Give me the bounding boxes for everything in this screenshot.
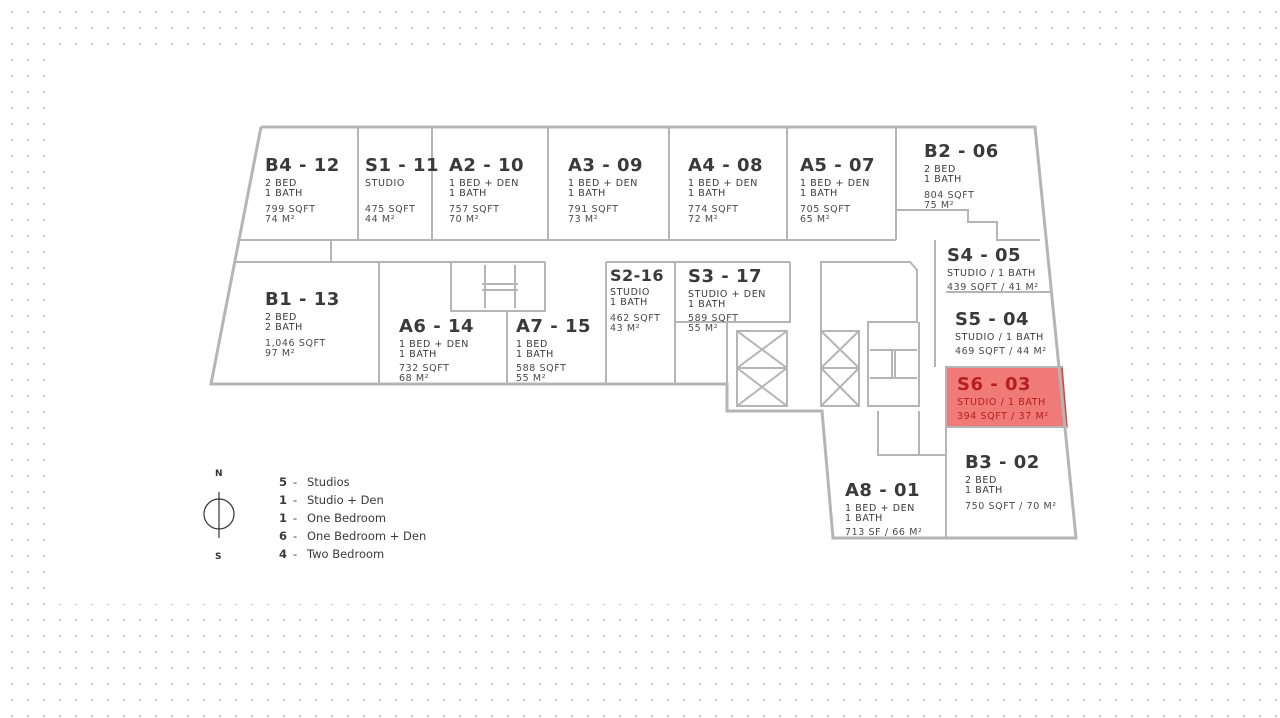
unit-bed: 1 BED + DEN [399, 339, 469, 350]
legend-sep: - [293, 547, 298, 561]
unit-bath: 1 BATH [449, 188, 487, 199]
unit-bed: 2 BED [265, 178, 297, 189]
unit-s2[interactable] [610, 268, 664, 334]
unit-bath: 1 BATH [924, 174, 962, 185]
unit-name: A5 - 07 [800, 155, 876, 176]
unit-name: S2-16 [610, 266, 665, 285]
unit-sqft: 462 SQFT [610, 313, 661, 324]
unit-name: A2 - 10 [449, 155, 525, 176]
unit-name: S4 - 05 [947, 245, 1022, 266]
unit-name: A3 - 09 [568, 155, 644, 176]
unit-sqm: 97 M² [265, 348, 296, 359]
unit-sqft: 589 SQFT [688, 313, 739, 324]
unit-sqm: 72 M² [688, 214, 719, 225]
unit-s6[interactable] [957, 376, 1049, 422]
unit-bed: 1 BED [516, 339, 548, 350]
unit-bed: 1 BED + DEN [688, 178, 758, 189]
legend-row [279, 491, 426, 509]
unit-sqm: 73 M² [568, 214, 599, 225]
unit-sqm: 43 M² [610, 323, 641, 334]
legend-sep: - [293, 529, 298, 543]
unit-a3[interactable] [568, 157, 643, 225]
unit-bed: 1 BED + DEN [449, 178, 519, 189]
unit-sqm: 68 M² [399, 373, 430, 384]
unit-bath: 2 BATH [265, 322, 303, 333]
unit-sqft: 588 SQFT [516, 363, 567, 374]
legend-count: 5 [279, 475, 288, 489]
legend-label: Studios [307, 475, 350, 489]
unit-name: B1 - 13 [265, 289, 340, 310]
unit-type: STUDIO / 1 BATH [955, 332, 1044, 343]
legend-count: 1 [279, 493, 288, 507]
legend-row [279, 527, 426, 545]
unit-s4[interactable] [947, 247, 1039, 293]
legend-label: Two Bedroom [307, 547, 385, 561]
unit-sqft: 774 SQFT [688, 204, 739, 215]
compass-icon [200, 486, 240, 546]
unit-bath: 1 BATH [688, 299, 726, 310]
legend-sep: - [293, 511, 298, 525]
legend-row [279, 545, 426, 563]
unit-bed: 1 BED + DEN [568, 178, 638, 189]
legend-count: 1 [279, 511, 288, 525]
unit-a4[interactable] [688, 157, 763, 225]
unit-area: 394 SQFT / 37 M² [957, 411, 1049, 422]
unit-b1[interactable] [265, 291, 340, 359]
unit-sqm: 65 M² [800, 214, 831, 225]
unit-sqft: 705 SQFT [800, 204, 851, 215]
unit-sqft: 791 SQFT [568, 204, 619, 215]
legend-label: One Bedroom [307, 511, 387, 525]
compass-south-label: S [215, 552, 222, 562]
unit-area: 469 SQFT / 44 M² [955, 346, 1047, 357]
unit-bath: 1 BATH [610, 297, 648, 308]
unit-bath: 1 BATH [516, 349, 554, 360]
unit-bed: 2 BED [965, 475, 997, 486]
unit-name: A8 - 01 [845, 480, 921, 501]
unit-sqft: 732 SQFT [399, 363, 450, 374]
unit-mix-legend [279, 473, 426, 563]
unit-sqm: 44 M² [365, 214, 396, 225]
unit-name: S5 - 04 [955, 309, 1030, 330]
unit-area: 439 SQFT / 41 M² [947, 282, 1039, 293]
legend-sep: - [293, 493, 298, 507]
compass-north-label: N [215, 469, 223, 479]
unit-sqm: 74 M² [265, 214, 296, 225]
unit-name: A4 - 08 [688, 155, 764, 176]
unit-bath: 1 BATH [800, 188, 838, 199]
unit-sqm: 75 M² [924, 200, 955, 211]
unit-b4[interactable] [265, 157, 340, 225]
legend-count: 6 [279, 529, 288, 543]
unit-name: S3 - 17 [688, 266, 763, 287]
unit-type: STUDIO / 1 BATH [957, 397, 1046, 408]
unit-sqm: 55 M² [516, 373, 547, 384]
unit-a2[interactable] [449, 157, 524, 225]
unit-sqft: 1,046 SQFT [265, 338, 326, 349]
unit-bath: 1 BATH [965, 485, 1003, 496]
unit-type: STUDIO [365, 178, 405, 189]
unit-sqm: 70 M² [449, 214, 480, 225]
legend-label: Studio + Den [307, 493, 384, 507]
unit-a7[interactable] [516, 318, 591, 384]
unit-type: STUDIO + DEN [688, 289, 767, 300]
unit-sqm: 55 M² [688, 323, 719, 334]
unit-name: B2 - 06 [924, 141, 999, 162]
unit-bed: 1 BED + DEN [845, 503, 915, 514]
unit-bed: 2 BED [265, 312, 297, 323]
unit-name: B3 - 02 [965, 452, 1040, 473]
unit-sqft: 475 SQFT [365, 204, 416, 215]
unit-s3[interactable] [688, 268, 766, 334]
unit-type: STUDIO [610, 287, 650, 298]
unit-s5[interactable] [955, 311, 1047, 357]
unit-name: A7 - 15 [516, 316, 592, 337]
unit-a5[interactable] [800, 157, 875, 225]
unit-bath: 1 BATH [399, 349, 437, 360]
unit-bed: 2 BED [924, 164, 956, 175]
unit-area: 713 SF / 66 M² [845, 527, 923, 538]
legend-row [279, 473, 426, 491]
unit-bath: 1 BATH [568, 188, 606, 199]
unit-name: S1 - 11 [365, 155, 440, 176]
unit-b3[interactable] [965, 454, 1057, 512]
unit-area: 750 SQFT / 70 M² [965, 501, 1057, 512]
unit-b2[interactable] [924, 143, 999, 211]
unit-name: S6 - 03 [957, 374, 1032, 395]
unit-a6[interactable] [399, 318, 474, 384]
legend-sep: - [293, 475, 298, 489]
unit-type: STUDIO / 1 BATH [947, 268, 1036, 279]
unit-sqft: 804 SQFT [924, 190, 975, 201]
legend-count: 4 [279, 547, 288, 561]
unit-bed: 1 BED + DEN [800, 178, 870, 189]
unit-bath: 1 BATH [845, 513, 883, 524]
unit-s1[interactable] [365, 157, 439, 225]
unit-a8[interactable] [845, 482, 922, 538]
unit-name: B4 - 12 [265, 155, 340, 176]
unit-sqft: 757 SQFT [449, 204, 500, 215]
legend-row [279, 509, 426, 527]
unit-bath: 1 BATH [265, 188, 303, 199]
unit-bath: 1 BATH [688, 188, 726, 199]
legend-label: One Bedroom + Den [307, 529, 427, 543]
unit-sqft: 799 SQFT [265, 204, 316, 215]
unit-name: A6 - 14 [399, 316, 475, 337]
